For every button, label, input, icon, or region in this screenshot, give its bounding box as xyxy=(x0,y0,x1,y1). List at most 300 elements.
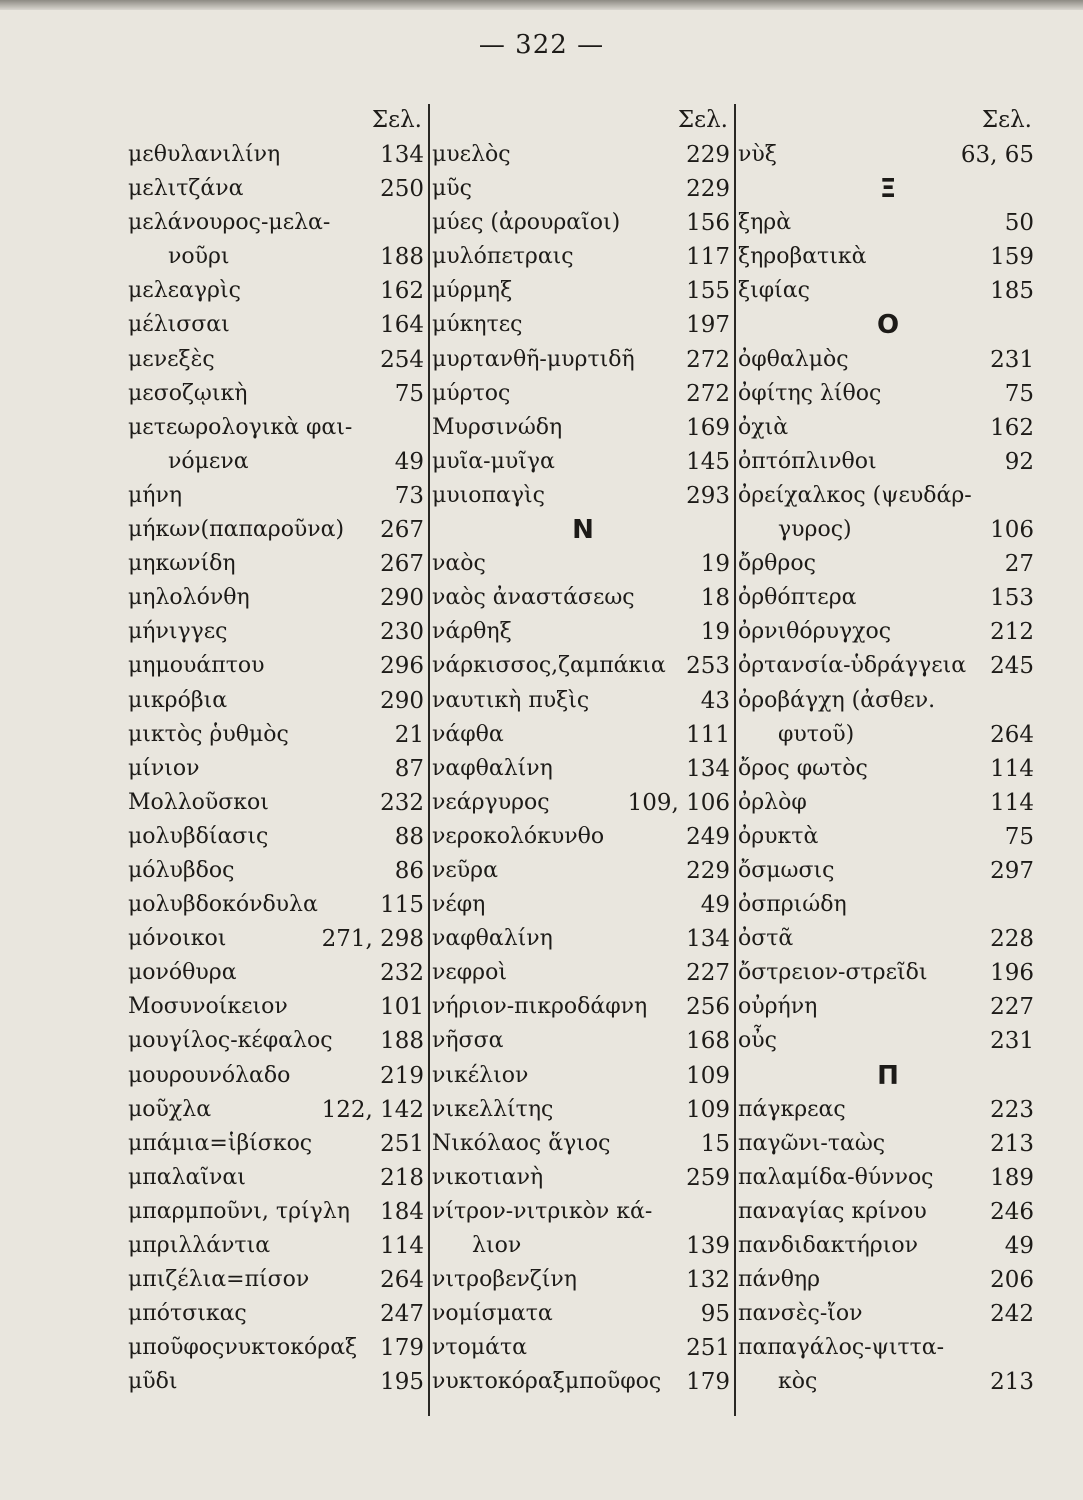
index-term: πανσὲς-ἴον xyxy=(738,1301,863,1327)
index-term: μπαλαῖναι xyxy=(128,1164,246,1190)
index-term: ὀρείχαλκος (ψευδάρ- xyxy=(738,482,972,508)
page-reference: 43 xyxy=(700,687,730,714)
index-entry xyxy=(128,308,428,342)
page-reference: 162 xyxy=(380,278,424,305)
index-column-2 xyxy=(432,102,734,1422)
index-entry xyxy=(432,752,734,786)
index-term: νομίσματα xyxy=(432,1301,553,1327)
page-reference: 272 xyxy=(686,380,730,407)
index-term: μολυβδίασις xyxy=(128,823,269,849)
page-reference: 18 xyxy=(700,585,730,612)
index-entry xyxy=(432,445,734,479)
page-reference: 296 xyxy=(380,653,424,680)
index-entry xyxy=(128,786,428,820)
index-term: μελεαγρὶς xyxy=(128,278,241,304)
page-reference: 87 xyxy=(394,755,424,782)
index-term: μυιοπαγὶς xyxy=(432,482,545,508)
page-reference: 231 xyxy=(990,346,1034,373)
index-term: νάρκισσος,ζαμπάκια xyxy=(432,653,666,679)
index-term: μῦδι xyxy=(128,1369,178,1395)
index-entry xyxy=(432,308,734,342)
page-reference: 189 xyxy=(990,1164,1034,1191)
index-entry xyxy=(432,1161,734,1195)
index-entry xyxy=(128,1365,428,1399)
index-entry xyxy=(128,820,428,854)
page-reference: 264 xyxy=(990,721,1034,748)
index-entry xyxy=(738,615,1038,649)
index-entry xyxy=(738,206,1038,240)
index-entry xyxy=(432,1229,734,1263)
index-term: μπιζέλια=πίσον xyxy=(128,1267,310,1293)
page-reference: 19 xyxy=(700,551,730,578)
index-term: μπριλλάντια xyxy=(128,1233,271,1258)
page-reference: 188 xyxy=(380,244,424,271)
page-number: — 322 — xyxy=(478,30,605,60)
section-letter-row xyxy=(738,172,1038,206)
index-entry xyxy=(128,1229,428,1263)
index-entry xyxy=(128,343,428,377)
index-term: νεφροὶ xyxy=(432,960,507,986)
page-reference: 212 xyxy=(990,619,1034,646)
page-reference: 109, 106 xyxy=(627,789,730,816)
index-entry xyxy=(128,1195,428,1229)
index-entry xyxy=(128,1059,428,1093)
page-reference: 111 xyxy=(686,721,730,748)
index-term: ὀρυκτὰ xyxy=(738,823,819,849)
page-reference: 159 xyxy=(990,244,1034,271)
page-reference: 21 xyxy=(394,721,424,748)
index-entry xyxy=(738,547,1038,581)
index-term: νιτροβενζίνη xyxy=(432,1267,577,1293)
column-header-pages: Σελ. xyxy=(677,107,728,133)
index-term: μυελὸς xyxy=(432,142,511,167)
index-term: ὀφθαλμὸς xyxy=(738,346,849,372)
page-reference: 272 xyxy=(686,346,730,373)
index-entry xyxy=(432,786,734,820)
index-entry xyxy=(128,1297,428,1331)
index-entry xyxy=(128,411,428,445)
index-term: Νικόλαος ἅγιος xyxy=(432,1130,611,1156)
page-reference: 155 xyxy=(686,278,730,305)
index-term: μενεξὲς xyxy=(128,346,215,372)
page-reference: 114 xyxy=(990,755,1034,782)
page-reference: 185 xyxy=(990,278,1034,305)
page-reference: 206 xyxy=(990,1267,1034,1294)
index-entry xyxy=(128,922,428,956)
index-entry xyxy=(128,649,428,683)
index-entry xyxy=(128,684,428,718)
index-entry xyxy=(432,820,734,854)
page-reference: 139 xyxy=(686,1233,730,1259)
index-term: πάγκρεας xyxy=(738,1096,846,1122)
index-entry xyxy=(432,240,734,274)
index-entry xyxy=(738,1331,1038,1365)
column-divider xyxy=(734,104,736,1416)
page-reference xyxy=(1034,888,1038,922)
page-reference: 49 xyxy=(394,448,424,475)
index-term: νικοτιανὴ xyxy=(432,1164,544,1190)
page-reference: 184 xyxy=(380,1198,424,1225)
index-entry xyxy=(128,615,428,649)
page-reference xyxy=(424,206,428,240)
index-term: γυρος) xyxy=(778,517,852,543)
index-term: ὀχιὰ xyxy=(738,414,789,440)
page-reference: 264 xyxy=(380,1267,424,1294)
index-entry xyxy=(738,581,1038,615)
section-letter: O xyxy=(876,310,900,341)
index-term: ὀρνιθόρυγχος xyxy=(738,619,892,645)
index-entry xyxy=(432,172,734,206)
index-term: παγῶνι-ταὼς xyxy=(738,1130,886,1156)
page-reference: 179 xyxy=(686,1369,730,1396)
index-term: νάφθα xyxy=(432,721,504,747)
index-entry xyxy=(128,479,428,513)
page-reference: 250 xyxy=(380,176,424,203)
index-entry xyxy=(738,956,1038,990)
index-entry xyxy=(128,1161,428,1195)
index-entry xyxy=(432,718,734,752)
index-entry xyxy=(738,786,1038,820)
index-entry xyxy=(738,240,1038,274)
page-reference: 227 xyxy=(686,960,730,987)
index-term: νικελλίτης xyxy=(432,1096,554,1122)
page-reference: 229 xyxy=(686,176,730,203)
page-reference: 259 xyxy=(686,1164,730,1191)
index-term: μηλολόνθη xyxy=(128,585,250,611)
index-term: μύρμηξ xyxy=(432,278,513,304)
index-term: νεῦρα xyxy=(432,857,498,883)
index-term: μύες (ἀρουραῖοι) xyxy=(432,210,621,236)
index-entry xyxy=(738,990,1038,1024)
index-term: παπαγάλος-ψιττα- xyxy=(738,1335,945,1361)
page-reference: 231 xyxy=(990,1028,1034,1055)
page-reference: 75 xyxy=(1004,823,1034,850)
page-reference: 230 xyxy=(380,619,424,646)
index-term: νόμενα xyxy=(168,448,249,474)
page-reference: 134 xyxy=(380,142,424,168)
page-reference: 168 xyxy=(686,1028,730,1055)
index-entry xyxy=(128,1127,428,1161)
index-term: μεθυλανιλίνη xyxy=(128,142,281,167)
index-term: μπότσικας xyxy=(128,1301,247,1327)
page-reference: 246 xyxy=(990,1198,1034,1225)
page-reference: 132 xyxy=(686,1267,730,1294)
index-entry xyxy=(432,1195,734,1229)
index-term: ξιφίας xyxy=(738,278,810,304)
index-term: μελιτζάνα xyxy=(128,176,244,202)
page-reference: 134 xyxy=(686,755,730,782)
page-reference: 267 xyxy=(380,551,424,578)
index-entry xyxy=(432,990,734,1024)
section-letter-row xyxy=(738,308,1038,342)
section-letter-row xyxy=(432,513,734,547)
section-letter-row xyxy=(738,1059,1038,1093)
index-term: νικέλιον xyxy=(432,1062,529,1088)
index-term: μουγίλος-κέφαλος xyxy=(128,1028,333,1054)
index-entry xyxy=(128,445,428,479)
index-term: μήνιγγες xyxy=(128,619,228,645)
index-entry xyxy=(738,411,1038,445)
index-term: νοῦρι xyxy=(168,244,230,270)
index-entry xyxy=(432,274,734,308)
index-entry xyxy=(432,547,734,581)
index-entry xyxy=(128,138,428,172)
page-reference: 290 xyxy=(380,585,424,612)
page-reference xyxy=(730,1195,734,1229)
page-reference: 162 xyxy=(990,414,1034,441)
page-reference: 254 xyxy=(380,346,424,373)
page-reference: 256 xyxy=(686,994,730,1021)
section-letter: Π xyxy=(877,1060,899,1091)
index-term: ναυτικὴ πυξὶς xyxy=(432,687,590,713)
index-term: παλαμίδα-θύννος xyxy=(738,1164,934,1190)
index-entry xyxy=(738,1127,1038,1161)
index-entry xyxy=(432,1331,734,1365)
page-reference: 153 xyxy=(990,585,1034,612)
index-term: παναγίας κρίνου xyxy=(738,1198,927,1224)
index-entry xyxy=(128,1263,428,1297)
index-entry xyxy=(432,1127,734,1161)
index-entry xyxy=(432,1365,734,1399)
page-reference: 232 xyxy=(380,960,424,987)
index-term: πάνθηρ xyxy=(738,1267,821,1293)
index-entry xyxy=(128,752,428,786)
page-reference xyxy=(1034,479,1038,513)
index-term: μύρτος xyxy=(432,380,511,406)
page-reference: 195 xyxy=(380,1369,424,1396)
index-entry xyxy=(738,1365,1038,1399)
index-entry xyxy=(738,1297,1038,1331)
index-entry xyxy=(738,513,1038,547)
page-reference: 92 xyxy=(1004,448,1034,475)
page-reference: 213 xyxy=(990,1130,1034,1157)
index-term: λιον xyxy=(472,1233,522,1258)
index-entry xyxy=(128,888,428,922)
index-term: μημουάπτου xyxy=(128,653,265,679)
index-term: ναὸς xyxy=(432,551,486,577)
index-column-3 xyxy=(738,102,1038,1422)
page-reference: 218 xyxy=(380,1164,424,1191)
index-term: μίνιον xyxy=(128,755,200,781)
index-entry xyxy=(128,274,428,308)
page-reference: 251 xyxy=(686,1335,730,1362)
index-term: οὖς xyxy=(738,1028,777,1054)
index-term: μοῦχλα xyxy=(128,1096,212,1122)
index-term: μπαρμποῦνι, τρίγλη xyxy=(128,1198,350,1224)
index-entry xyxy=(738,274,1038,308)
index-entry xyxy=(128,956,428,990)
index-entry xyxy=(432,1297,734,1331)
index-term: ὀφίτης λίθος xyxy=(738,380,882,406)
index-entry xyxy=(128,547,428,581)
index-term: μολυβδοκόνδυλα xyxy=(128,892,318,918)
index-term: μικρόβια xyxy=(128,687,228,713)
index-entry xyxy=(128,377,428,411)
index-term: ὀπτόπλινθοι xyxy=(738,448,877,474)
index-entry xyxy=(738,649,1038,683)
index-term: νῆσσα xyxy=(432,1028,504,1054)
index-entry xyxy=(128,1024,428,1058)
index-term: οὐρήνη xyxy=(738,994,818,1020)
page-reference: 115 xyxy=(380,892,424,919)
index-term: μόνοικοι xyxy=(128,926,227,952)
page-reference: 109 xyxy=(686,1096,730,1123)
page-reference: 73 xyxy=(394,482,424,509)
index-term: νήριον-πικροδάφνη xyxy=(432,994,648,1020)
index-term: νέφη xyxy=(432,892,486,918)
index-entry xyxy=(432,479,734,513)
page-reference: 197 xyxy=(686,312,730,339)
index-term: μυρτανθῆ-μυρτιδῆ xyxy=(432,346,635,372)
index-entry xyxy=(432,922,734,956)
page-reference: 15 xyxy=(700,1130,730,1157)
page-reference: 164 xyxy=(380,312,424,339)
index-entry xyxy=(738,1229,1038,1263)
column-header-pages: Σελ. xyxy=(981,107,1032,133)
index-entry xyxy=(128,206,428,240)
page-reference: 156 xyxy=(686,210,730,237)
index-term: μύκητες xyxy=(432,312,523,338)
page-reference: 245 xyxy=(990,653,1034,680)
page-reference: 267 xyxy=(380,517,424,544)
index-entry xyxy=(128,172,428,206)
index-entry xyxy=(432,581,734,615)
page-reference: 213 xyxy=(990,1369,1034,1396)
page-reference: 86 xyxy=(394,857,424,884)
index-entry xyxy=(432,343,734,377)
index-term: Μοσυνοίκειον xyxy=(128,994,288,1020)
index-entry xyxy=(128,513,428,547)
index-term: μελάνουρος-μελα- xyxy=(128,210,331,236)
index-term: ὀσπριώδη xyxy=(738,892,847,918)
index-entry xyxy=(432,377,734,411)
page-reference: 169 xyxy=(686,414,730,441)
index-entry xyxy=(738,138,1038,172)
page-reference: 114 xyxy=(380,1233,424,1259)
index-term: μετεωρολογικὰ φαι- xyxy=(128,414,353,440)
index-term: κὸς xyxy=(778,1369,818,1395)
page-reference: 223 xyxy=(990,1096,1034,1123)
index-entry xyxy=(128,854,428,888)
page-reference: 188 xyxy=(380,1028,424,1055)
index-term: ὄρος φωτὸς xyxy=(738,755,868,781)
page-reference: 88 xyxy=(394,823,424,850)
index-term: ὄσμωσις xyxy=(738,857,835,883)
page-reference: 290 xyxy=(380,687,424,714)
index-term: ναφθαλίνη xyxy=(432,926,553,952)
index-entry xyxy=(432,1024,734,1058)
index-term: μῦς xyxy=(432,176,472,202)
page-reference: 229 xyxy=(686,142,730,168)
index-entry xyxy=(738,922,1038,956)
index-entry xyxy=(432,1263,734,1297)
page-top-edge xyxy=(0,0,1083,10)
index-term: νεάργυρος xyxy=(432,789,550,815)
page-reference xyxy=(1034,1331,1038,1365)
page-reference: 49 xyxy=(1004,1233,1034,1259)
index-term: φυτοῦ) xyxy=(778,721,855,747)
index-entry xyxy=(738,718,1038,752)
index-term: ντομάτα xyxy=(432,1335,527,1361)
index-entry xyxy=(738,343,1038,377)
index-entry xyxy=(432,956,734,990)
index-entry xyxy=(128,581,428,615)
page-reference: 251 xyxy=(380,1130,424,1157)
index-entry xyxy=(738,479,1038,513)
index-entry xyxy=(128,1331,428,1365)
page-reference: 106 xyxy=(990,517,1034,544)
page-reference: 253 xyxy=(686,653,730,680)
index-entry xyxy=(128,718,428,752)
page-reference: 228 xyxy=(990,926,1034,953)
page-reference: 19 xyxy=(700,619,730,646)
index-term: μέλισσαι xyxy=(128,312,230,338)
index-term: μήνη xyxy=(128,482,183,508)
page-reference: 63, 65 xyxy=(960,142,1034,168)
index-term: ναὸς ἀναστάσεως xyxy=(432,585,635,611)
index-entry xyxy=(432,206,734,240)
page-reference: 196 xyxy=(990,960,1034,987)
page-reference: 242 xyxy=(990,1301,1034,1328)
page-reference: 117 xyxy=(686,244,730,271)
page-reference: 101 xyxy=(380,994,424,1021)
page-reference: 249 xyxy=(686,823,730,850)
index-entry xyxy=(738,445,1038,479)
index-term: ξηρὰ xyxy=(738,210,792,236)
index-entry xyxy=(128,240,428,274)
index-entry xyxy=(432,854,734,888)
index-term: μεσοζῳικὴ xyxy=(128,380,248,406)
page-reference xyxy=(1034,684,1038,718)
index-term: ξηροβατικὰ xyxy=(738,244,867,270)
index-term: ὀστᾶ xyxy=(738,926,794,952)
page-reference: 271, 298 xyxy=(321,926,424,953)
index-entry xyxy=(738,854,1038,888)
index-entry xyxy=(128,1093,428,1127)
index-term: Μολλοῦσκοι xyxy=(128,789,269,815)
page-reference: 95 xyxy=(700,1301,730,1328)
index-term: ὄρθρος xyxy=(738,551,816,577)
index-entry xyxy=(432,411,734,445)
page-reference xyxy=(424,411,428,445)
page-reference: 145 xyxy=(686,448,730,475)
index-entry xyxy=(738,752,1038,786)
page-reference: 109 xyxy=(686,1062,730,1089)
page-reference: 229 xyxy=(686,857,730,884)
page-reference: 227 xyxy=(990,994,1034,1021)
index-term: νεροκολόκυνθο xyxy=(432,823,605,849)
index-term: ναφθαλίνη xyxy=(432,755,553,781)
index-term: μήκων(παπαροῦνα) xyxy=(128,517,345,543)
page-reference: 219 xyxy=(380,1062,424,1089)
index-term: μονόθυρα xyxy=(128,960,237,986)
page-reference: 49 xyxy=(700,892,730,919)
index-entry xyxy=(128,990,428,1024)
column-divider xyxy=(428,104,430,1416)
page-reference: 232 xyxy=(380,789,424,816)
page-reference: 114 xyxy=(990,789,1034,816)
index-term: μηκωνίδη xyxy=(128,551,236,577)
index-term: ὀρτανσία-ὑδράγγεια xyxy=(738,653,967,679)
index-term: Μυρσινώδη xyxy=(432,414,563,440)
index-term: μόλυβδος xyxy=(128,857,235,883)
section-letter: Ξ xyxy=(879,174,897,205)
index-entry xyxy=(738,1093,1038,1127)
index-term: πανδιδακτήριον xyxy=(738,1233,918,1258)
column-header-pages: Σελ. xyxy=(371,107,422,133)
index-entry xyxy=(432,684,734,718)
index-term: μουρουνόλαδο xyxy=(128,1062,291,1088)
